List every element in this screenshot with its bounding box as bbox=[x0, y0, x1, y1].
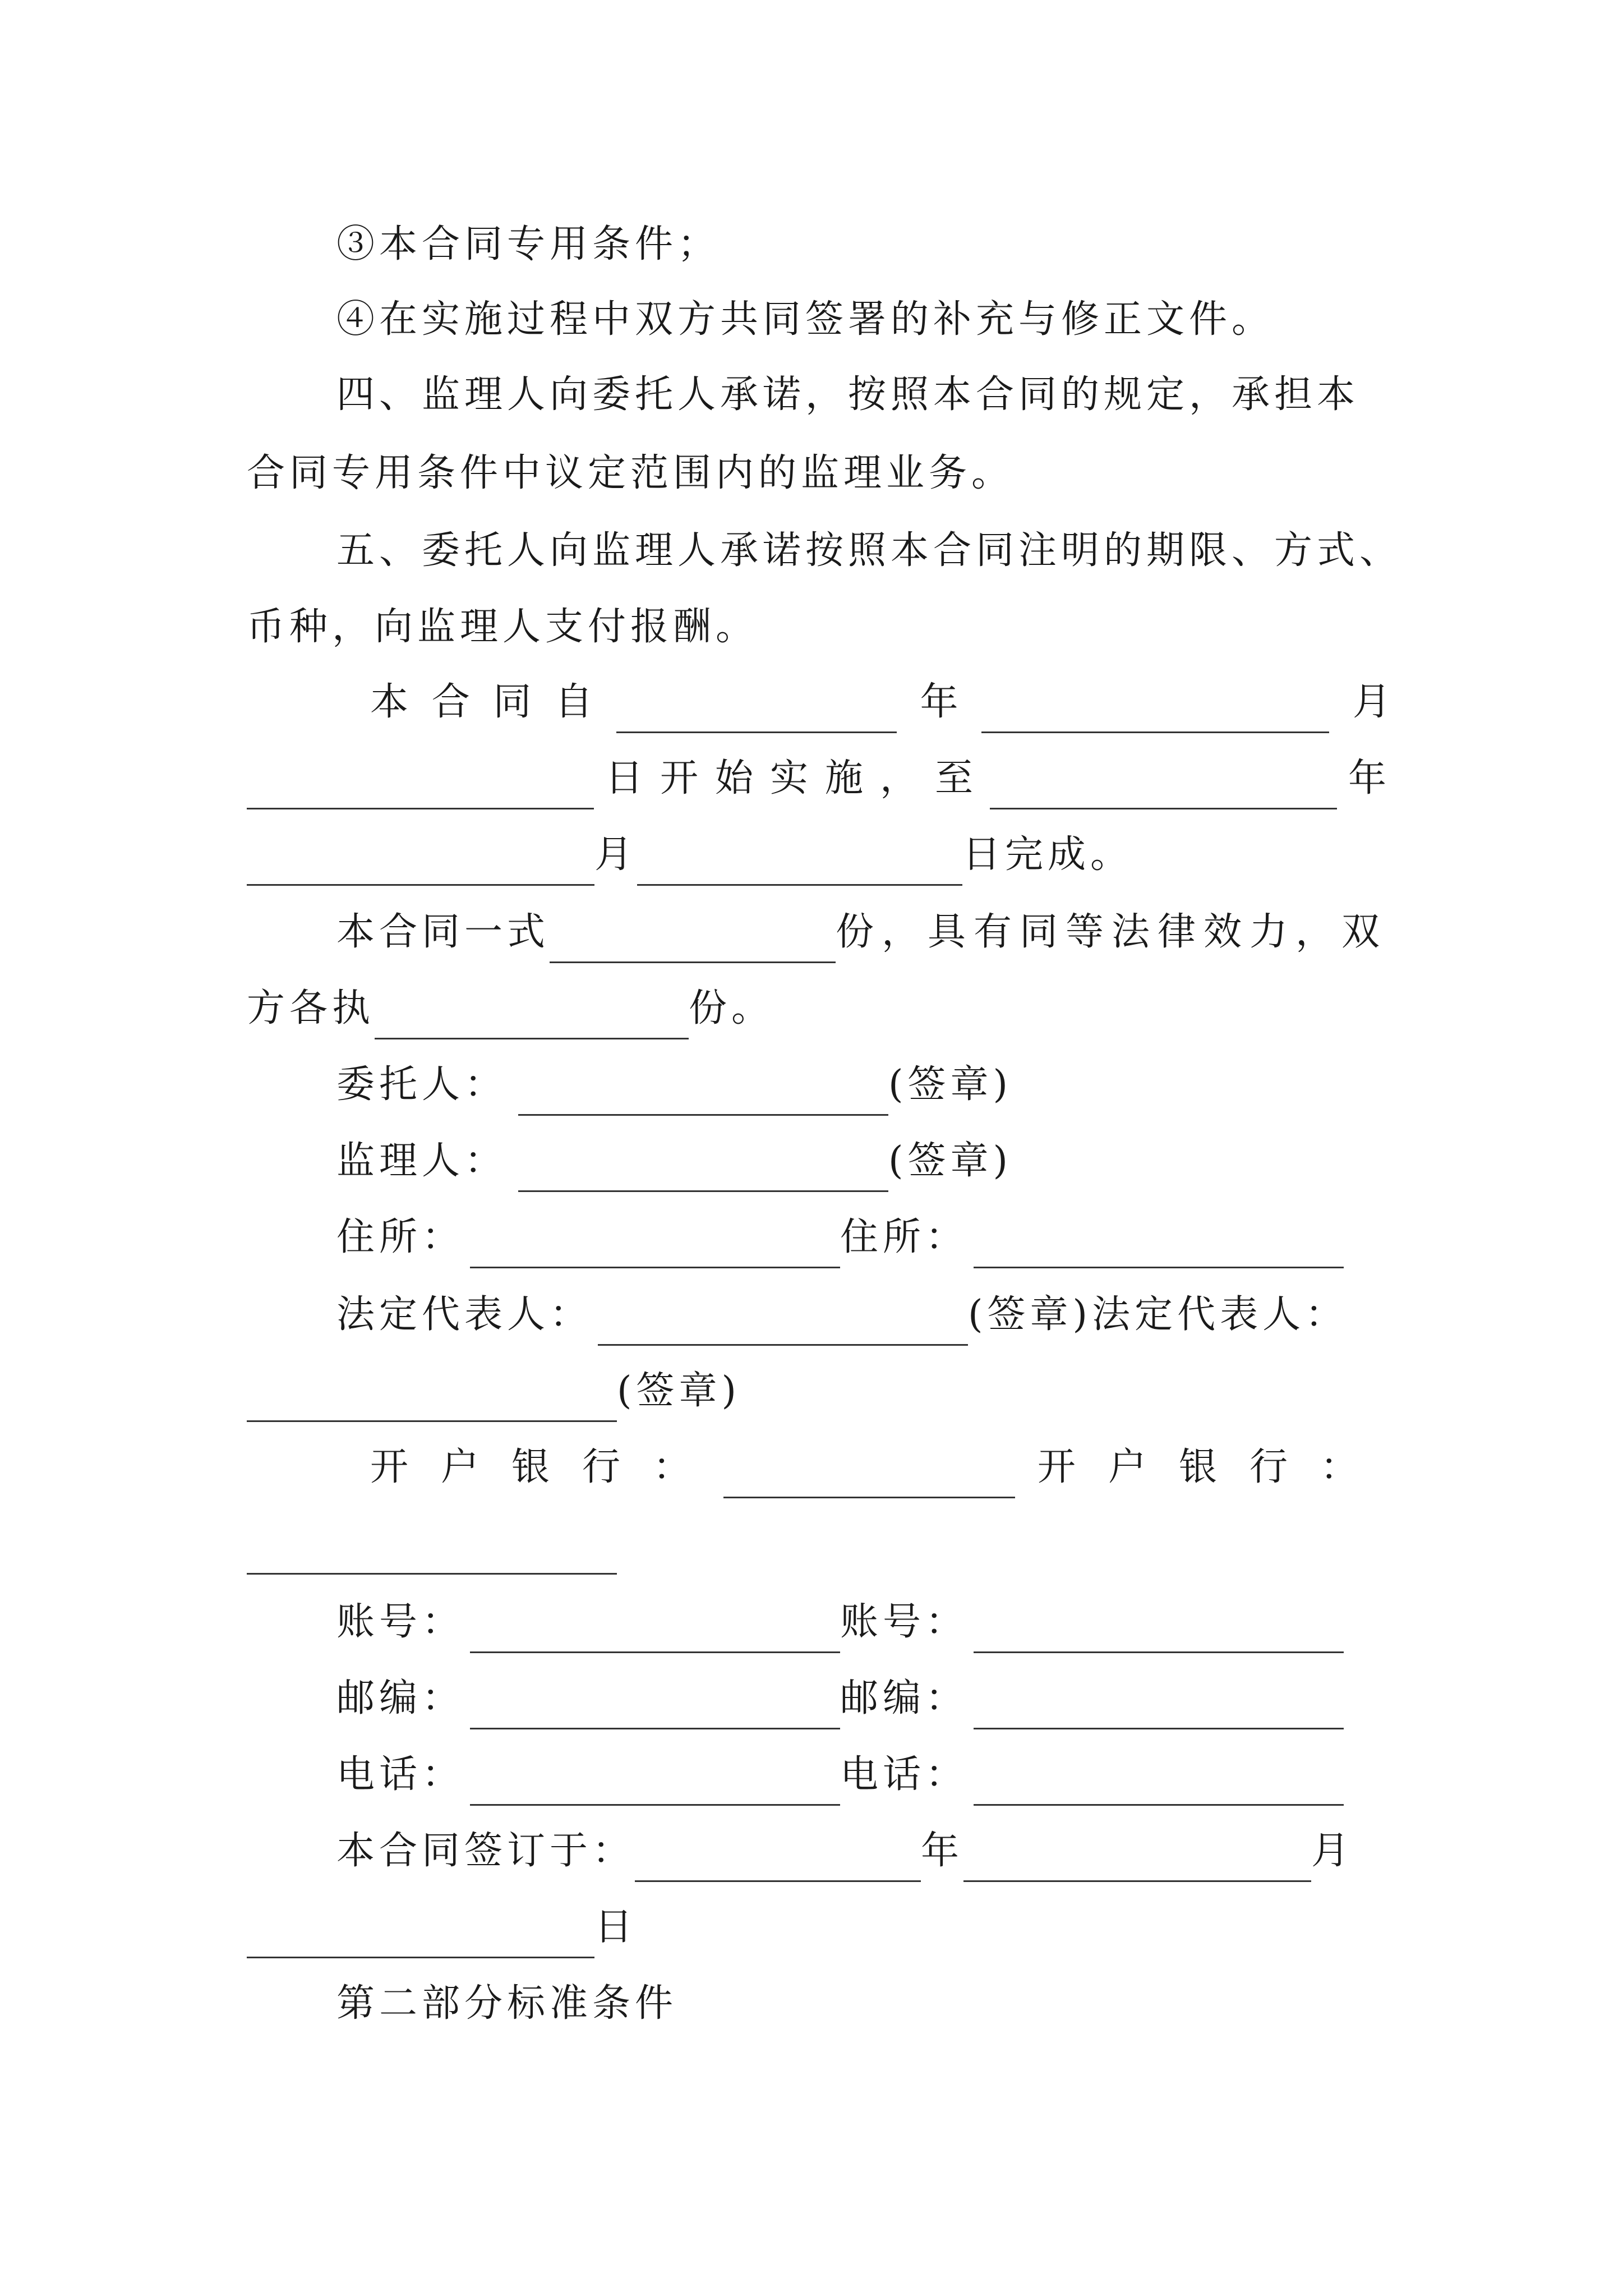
legal-rep-supervisor-blank[interactable] bbox=[247, 1379, 617, 1422]
start-day-blank[interactable] bbox=[247, 766, 594, 809]
address-supervisor-blank[interactable] bbox=[974, 1225, 1344, 1268]
account-line bbox=[336, 1591, 1391, 1653]
month-label: 月 bbox=[1311, 1829, 1354, 1873]
copies-middle: 份，具有同等法律效力，双 bbox=[836, 910, 1388, 954]
phone-supervisor-blank[interactable] bbox=[974, 1763, 1344, 1806]
legal-rep-label: 法定代表人： bbox=[336, 1292, 593, 1337]
bank-char: 开 bbox=[370, 1445, 441, 1489]
address-label-client: 住所： bbox=[336, 1215, 465, 1259]
address-line bbox=[336, 1207, 1391, 1268]
end-month-blank[interactable] bbox=[247, 843, 594, 886]
start-month-blank[interactable] bbox=[981, 690, 1329, 733]
phone-line bbox=[336, 1744, 1391, 1806]
copies-line2-prefix: 方各执 bbox=[247, 986, 375, 1030]
legal-rep-line bbox=[336, 1284, 1391, 1346]
clause-4-line-1: 四、监理人向委托人承诺，按照本合同的规定，承担本 bbox=[336, 372, 1360, 417]
supervisor-line bbox=[336, 1130, 1391, 1192]
phone-client-blank[interactable] bbox=[470, 1763, 840, 1806]
term-line-1 bbox=[370, 671, 1391, 733]
legal-rep-client-blank[interactable] bbox=[598, 1303, 968, 1346]
signed-day-blank[interactable] bbox=[247, 1915, 594, 1958]
bank-label-supervisor bbox=[1038, 1437, 1391, 1498]
account-label-client: 账号： bbox=[336, 1600, 465, 1644]
address-label-supervisor: 住所： bbox=[840, 1215, 969, 1259]
client-line bbox=[336, 1054, 1391, 1116]
client-label: 委托人： bbox=[336, 1062, 508, 1107]
postcode-line bbox=[336, 1668, 1391, 1729]
signed-month-blank[interactable] bbox=[963, 1839, 1311, 1882]
bank-char: 银 bbox=[511, 1445, 583, 1489]
copies-each-blank[interactable] bbox=[375, 996, 689, 1039]
bank-char: 行 bbox=[582, 1445, 653, 1489]
client-blank[interactable] bbox=[518, 1073, 888, 1116]
end-year-blank[interactable] bbox=[990, 766, 1337, 809]
section-title: 第二部分标准条件 bbox=[336, 1981, 678, 2026]
postcode-supervisor-blank[interactable] bbox=[974, 1686, 1344, 1729]
bank-line bbox=[370, 1437, 1391, 1498]
month-label: 月 bbox=[594, 832, 638, 877]
bank-char: 户 bbox=[1108, 1445, 1179, 1489]
month-label: 月 bbox=[1352, 680, 1391, 724]
term-line-2 bbox=[247, 748, 1391, 809]
term-char: 合 bbox=[431, 680, 470, 724]
term-line-3 bbox=[247, 824, 1391, 886]
term-char: 同 bbox=[493, 680, 532, 724]
account-label-supervisor: 账号： bbox=[840, 1600, 969, 1644]
copies-line-1 bbox=[336, 901, 1391, 963]
bank-char: 户 bbox=[441, 1445, 512, 1489]
bank-label-client bbox=[370, 1437, 723, 1498]
copies-suffix: 份。 bbox=[689, 986, 774, 1030]
bank-supervisor-blank[interactable] bbox=[247, 1531, 617, 1575]
bank-client-blank[interactable] bbox=[723, 1455, 1015, 1498]
clause-5-line-1: 五、委托人向监理人承诺按照本合同注明的期限、方式、 bbox=[336, 528, 1403, 573]
year-label: 年 bbox=[921, 1829, 964, 1873]
bank-char: ： bbox=[1320, 1445, 1391, 1489]
signed-at-label: 本合同签订于： bbox=[336, 1829, 635, 1873]
bank-line-2 bbox=[247, 1513, 1391, 1575]
postcode-client-blank[interactable] bbox=[470, 1686, 840, 1729]
year-label: 年 bbox=[920, 680, 958, 724]
account-client-blank[interactable] bbox=[470, 1610, 840, 1653]
start-year-blank[interactable] bbox=[616, 690, 897, 733]
end-day-blank[interactable] bbox=[637, 843, 962, 886]
term-char: 本 bbox=[370, 680, 409, 724]
item-3-text: ③本合同专用条件； bbox=[336, 222, 721, 266]
copies-prefix: 本合同一式 bbox=[336, 910, 550, 954]
seal-legal-rep-label: (签章)法定代表人： bbox=[968, 1292, 1348, 1337]
item-4-text: ④在实施过程中双方共同签署的补充与修正文件。 bbox=[336, 297, 1275, 342]
bank-char: 银 bbox=[1178, 1445, 1249, 1489]
postcode-label-client: 邮编： bbox=[336, 1676, 465, 1720]
clause-5-line-2: 币种，向监理人支付报酬。 bbox=[247, 605, 759, 649]
phone-label-supervisor: 电话： bbox=[840, 1752, 969, 1797]
bank-char: ： bbox=[653, 1445, 724, 1489]
copies-line-2 bbox=[247, 978, 1391, 1039]
day-label: 日 bbox=[594, 1905, 638, 1949]
signed-at-line-2 bbox=[247, 1897, 1391, 1958]
account-supervisor-blank[interactable] bbox=[974, 1610, 1344, 1653]
seal-label: (签章) bbox=[888, 1139, 1013, 1183]
bank-char: 行 bbox=[1249, 1445, 1320, 1489]
supervisor-blank[interactable] bbox=[518, 1149, 888, 1192]
term-char: 自 bbox=[555, 680, 593, 724]
signed-year-blank[interactable] bbox=[635, 1839, 921, 1882]
clause-4-line-2: 合同专用条件中议定范围内的监理业务。 bbox=[247, 451, 1015, 495]
seal-label: (签章) bbox=[617, 1369, 741, 1413]
start-text: 日开始实施，至 bbox=[605, 756, 990, 800]
postcode-label-supervisor: 邮编： bbox=[840, 1676, 969, 1720]
legal-rep-line-2 bbox=[247, 1360, 1391, 1422]
seal-label: (签章) bbox=[888, 1062, 1013, 1107]
phone-label-client: 电话： bbox=[336, 1752, 465, 1797]
address-client-blank[interactable] bbox=[470, 1225, 840, 1268]
copies-count-blank[interactable] bbox=[550, 920, 836, 963]
signed-at-line bbox=[336, 1820, 1391, 1882]
year-label: 年 bbox=[1348, 756, 1391, 800]
bank-char: 开 bbox=[1037, 1445, 1108, 1489]
complete-text: 日完成。 bbox=[962, 832, 1133, 877]
supervisor-label: 监理人： bbox=[336, 1139, 508, 1183]
